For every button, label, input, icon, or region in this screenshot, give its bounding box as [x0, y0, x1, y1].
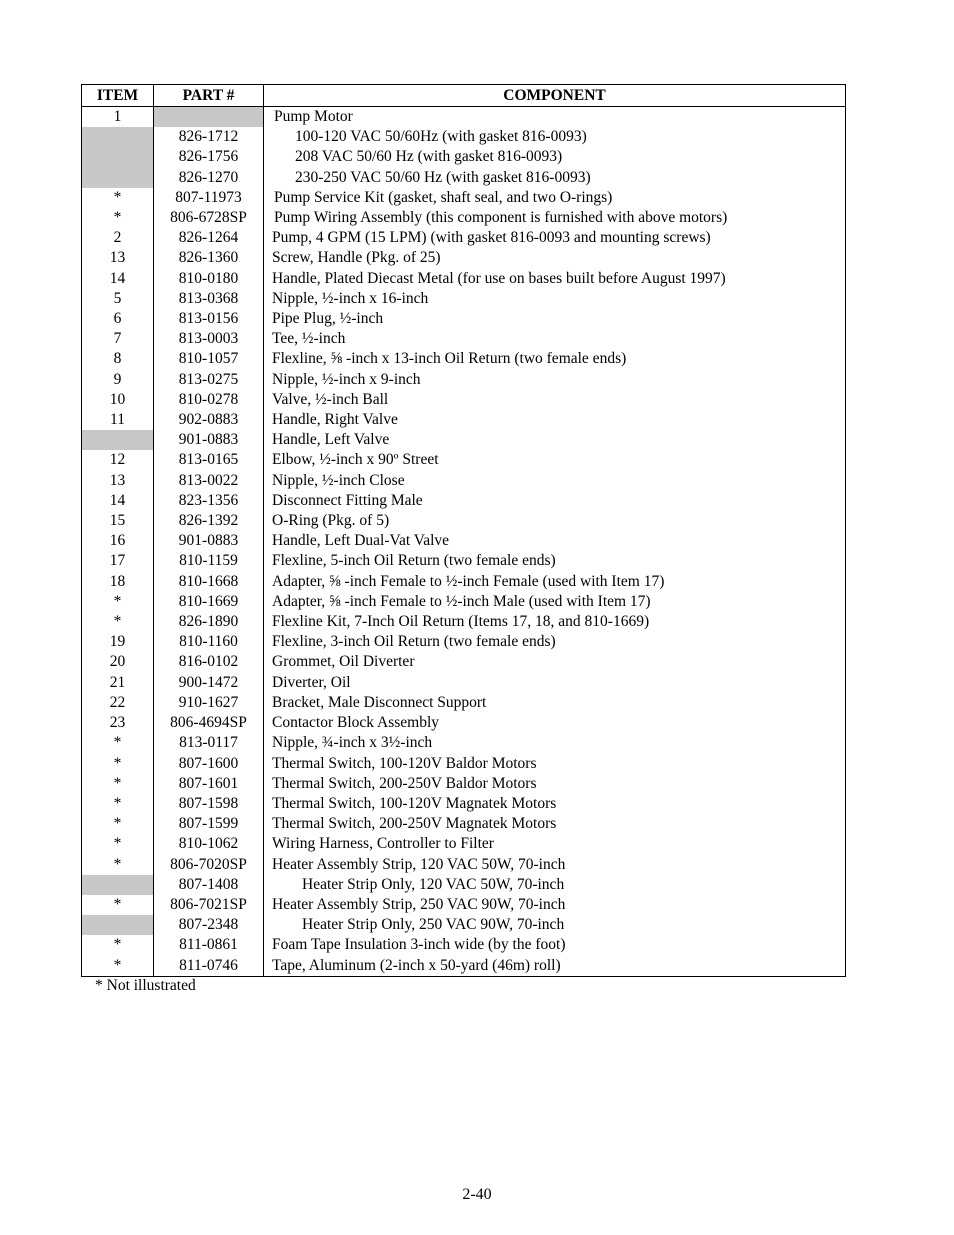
cell-part-number: 807-11973	[154, 188, 264, 208]
cell-item	[82, 875, 154, 895]
cell-component: Pump Wiring Assembly (this component is furnished with above motors)	[264, 208, 846, 228]
table-row	[82, 754, 846, 774]
cell-component: Diverter, Oil	[264, 673, 846, 693]
cell-part-number: 807-1601	[154, 774, 264, 794]
cell-item: 13	[82, 248, 154, 268]
cell-component: Foam Tape Insulation 3-inch wide (by the foot)	[264, 935, 846, 955]
cell-item: *	[82, 956, 154, 977]
cell-component: Pump Service Kit (gasket, shaft seal, and two O-rings)	[264, 188, 846, 208]
cell-item: 2	[82, 228, 154, 248]
cell-part-number: 826-1712	[154, 127, 264, 147]
cell-item: 14	[82, 491, 154, 511]
cell-component: Thermal Switch, 200-250V Baldor Motors	[264, 774, 846, 794]
header-component: COMPONENT	[264, 85, 846, 107]
table-header	[82, 85, 846, 107]
table-row	[82, 248, 846, 268]
cell-part-number: 813-0275	[154, 370, 264, 390]
cell-item: *	[82, 794, 154, 814]
table-row	[82, 935, 846, 955]
cell-item: 5	[82, 289, 154, 309]
table-row	[82, 855, 846, 875]
cell-component: 208 VAC 50/60 Hz (with gasket 816-0093)	[264, 147, 846, 167]
table-row	[82, 895, 846, 915]
cell-item: *	[82, 612, 154, 632]
cell-part-number: 813-0165	[154, 450, 264, 470]
cell-item: 13	[82, 471, 154, 491]
table-row	[82, 814, 846, 834]
cell-part-number: 826-1890	[154, 612, 264, 632]
cell-component: Elbow, ½-inch x 90º Street	[264, 450, 846, 470]
table-row	[82, 127, 846, 147]
cell-part-number: 810-1668	[154, 572, 264, 592]
cell-item	[82, 430, 154, 450]
cell-part-number: 901-0883	[154, 430, 264, 450]
cell-part-number: 810-1057	[154, 349, 264, 369]
cell-part-number: 826-1360	[154, 248, 264, 268]
cell-component: Pump Motor	[264, 107, 846, 128]
cell-item: 19	[82, 632, 154, 652]
cell-component: Handle, Left Dual-Vat Valve	[264, 531, 846, 551]
cell-part-number: 900-1472	[154, 673, 264, 693]
cell-component: Thermal Switch, 200-250V Magnatek Motors	[264, 814, 846, 834]
cell-part-number: 816-0102	[154, 652, 264, 672]
cell-item: 17	[82, 551, 154, 571]
cell-component: Handle, Right Valve	[264, 410, 846, 430]
table-row	[82, 693, 846, 713]
cell-item: 22	[82, 693, 154, 713]
cell-item: *	[82, 814, 154, 834]
cell-component: Thermal Switch, 100-120V Baldor Motors	[264, 754, 846, 774]
cell-item: *	[82, 592, 154, 612]
cell-part-number: 807-2348	[154, 915, 264, 935]
table-row	[82, 511, 846, 531]
table-row	[82, 915, 846, 935]
cell-part-number: 810-1062	[154, 834, 264, 854]
table-row	[82, 410, 846, 430]
cell-part-number: 811-0861	[154, 935, 264, 955]
cell-part-number: 806-7020SP	[154, 855, 264, 875]
cell-part-number: 807-1408	[154, 875, 264, 895]
cell-part-number: 826-1392	[154, 511, 264, 531]
table-row	[82, 450, 846, 470]
table-row	[82, 531, 846, 551]
cell-part-number: 806-6728SP	[154, 208, 264, 228]
table-row	[82, 168, 846, 188]
cell-item: 6	[82, 309, 154, 329]
cell-part-number: 902-0883	[154, 410, 264, 430]
table-row	[82, 107, 846, 128]
parts-table	[81, 84, 846, 977]
table-row	[82, 612, 846, 632]
cell-part-number: 901-0883	[154, 531, 264, 551]
cell-component: Pump, 4 GPM (15 LPM) (with gasket 816-0093 and mounting screws)	[264, 228, 846, 248]
cell-part-number: 810-1160	[154, 632, 264, 652]
cell-item: *	[82, 895, 154, 915]
cell-part-number: 826-1270	[154, 168, 264, 188]
cell-component: Adapter, ⅝ -inch Female to ½-inch Male (used with Item 17)	[264, 592, 846, 612]
cell-item: 10	[82, 390, 154, 410]
cell-item: *	[82, 834, 154, 854]
cell-part-number	[154, 107, 264, 128]
cell-component: Flexline, 5-inch Oil Return (two female ends)	[264, 551, 846, 571]
cell-component: Thermal Switch, 100-120V Magnatek Motors	[264, 794, 846, 814]
cell-component: 230-250 VAC 50/60 Hz (with gasket 816-0093)	[264, 168, 846, 188]
table-row	[82, 956, 846, 977]
cell-item: 9	[82, 370, 154, 390]
cell-item	[82, 127, 154, 147]
table-row	[82, 208, 846, 228]
table-row	[82, 551, 846, 571]
table-row	[82, 875, 846, 895]
cell-item: 7	[82, 329, 154, 349]
table-row	[82, 228, 846, 248]
cell-component: Nipple, ½-inch x 9-inch	[264, 370, 846, 390]
cell-part-number: 813-0368	[154, 289, 264, 309]
table-row	[82, 329, 846, 349]
page-number: 2-40	[462, 1186, 492, 1203]
cell-component: Screw, Handle (Pkg. of 25)	[264, 248, 846, 268]
cell-component: Heater Strip Only, 250 VAC 90W, 70-inch	[264, 915, 846, 935]
cell-item: 20	[82, 652, 154, 672]
cell-part-number: 813-0022	[154, 471, 264, 491]
cell-item	[82, 168, 154, 188]
cell-part-number: 813-0003	[154, 329, 264, 349]
cell-part-number: 810-0278	[154, 390, 264, 410]
cell-item: 8	[82, 349, 154, 369]
cell-part-number: 823-1356	[154, 491, 264, 511]
cell-item: 23	[82, 713, 154, 733]
table-row	[82, 289, 846, 309]
cell-component: Nipple, ¾-inch x 3½-inch	[264, 733, 846, 753]
table-row	[82, 349, 846, 369]
table-row	[82, 592, 846, 612]
cell-component: Heater Assembly Strip, 250 VAC 90W, 70-inch	[264, 895, 846, 915]
cell-item	[82, 915, 154, 935]
cell-component: Adapter, ⅝ -inch Female to ½-inch Female (used with Item 17)	[264, 572, 846, 592]
table-row	[82, 733, 846, 753]
cell-component: Nipple, ½-inch x 16-inch	[264, 289, 846, 309]
cell-item: *	[82, 754, 154, 774]
cell-component: Handle, Left Valve	[264, 430, 846, 450]
header-row	[82, 85, 846, 107]
cell-part-number: 810-1669	[154, 592, 264, 612]
cell-part-number: 810-1159	[154, 551, 264, 571]
cell-item: 1	[82, 107, 154, 128]
cell-item: 15	[82, 511, 154, 531]
footnote: * Not illustrated	[95, 977, 196, 994]
table-row	[82, 390, 846, 410]
table-row	[82, 269, 846, 289]
cell-component: Heater Strip Only, 120 VAC 50W, 70-inch	[264, 875, 846, 895]
cell-component: Tee, ½-inch	[264, 329, 846, 349]
cell-item: *	[82, 733, 154, 753]
cell-component: Nipple, ½-inch Close	[264, 471, 846, 491]
cell-part-number: 806-7021SP	[154, 895, 264, 915]
cell-component: Grommet, Oil Diverter	[264, 652, 846, 672]
cell-component: Bracket, Male Disconnect Support	[264, 693, 846, 713]
cell-part-number: 807-1598	[154, 794, 264, 814]
cell-item: *	[82, 774, 154, 794]
table-row	[82, 774, 846, 794]
cell-item: 18	[82, 572, 154, 592]
cell-part-number: 910-1627	[154, 693, 264, 713]
cell-part-number: 810-0180	[154, 269, 264, 289]
cell-component: Handle, Plated Diecast Metal (for use on bases built before August 1997)	[264, 269, 846, 289]
table-row	[82, 632, 846, 652]
table-body	[82, 107, 846, 977]
cell-item: *	[82, 188, 154, 208]
table-row	[82, 713, 846, 733]
cell-component: O-Ring (Pkg. of 5)	[264, 511, 846, 531]
table-row	[82, 834, 846, 854]
table-row	[82, 147, 846, 167]
cell-item: 16	[82, 531, 154, 551]
cell-part-number: 826-1264	[154, 228, 264, 248]
cell-item	[82, 147, 154, 167]
table-row	[82, 794, 846, 814]
cell-component: Disconnect Fitting Male	[264, 491, 846, 511]
table-row	[82, 309, 846, 329]
table-row	[82, 430, 846, 450]
cell-part-number: 811-0746	[154, 956, 264, 977]
table-row	[82, 673, 846, 693]
cell-item: *	[82, 855, 154, 875]
cell-item: *	[82, 935, 154, 955]
header-item: ITEM	[82, 85, 154, 107]
cell-part-number: 807-1600	[154, 754, 264, 774]
cell-item: 11	[82, 410, 154, 430]
cell-component: Tape, Aluminum (2-inch x 50-yard (46m) roll)	[264, 956, 846, 977]
cell-item: *	[82, 208, 154, 228]
table-row	[82, 188, 846, 208]
cell-item: 12	[82, 450, 154, 470]
cell-component: Flexline, 3-inch Oil Return (two female ends)	[264, 632, 846, 652]
table-row	[82, 370, 846, 390]
table-row	[82, 572, 846, 592]
cell-part-number: 826-1756	[154, 147, 264, 167]
cell-part-number: 807-1599	[154, 814, 264, 834]
cell-component: Wiring Harness, Controller to Filter	[264, 834, 846, 854]
cell-component: Flexline, ⅝ -inch x 13-inch Oil Return (two female ends)	[264, 349, 846, 369]
table-row	[82, 491, 846, 511]
cell-item: 21	[82, 673, 154, 693]
cell-component: Valve, ½-inch Ball	[264, 390, 846, 410]
cell-item: 14	[82, 269, 154, 289]
cell-part-number: 813-0156	[154, 309, 264, 329]
cell-part-number: 806-4694SP	[154, 713, 264, 733]
cell-component: Heater Assembly Strip, 120 VAC 50W, 70-inch	[264, 855, 846, 875]
cell-component: 100-120 VAC 50/60Hz (with gasket 816-0093)	[264, 127, 846, 147]
cell-part-number: 813-0117	[154, 733, 264, 753]
header-part-number: PART #	[154, 85, 264, 107]
cell-component: Pipe Plug, ½-inch	[264, 309, 846, 329]
cell-component: Contactor Block Assembly	[264, 713, 846, 733]
table-row	[82, 471, 846, 491]
cell-component: Flexline Kit, 7-Inch Oil Return (Items 17, 18, and 810-1669)	[264, 612, 846, 632]
table-row	[82, 652, 846, 672]
